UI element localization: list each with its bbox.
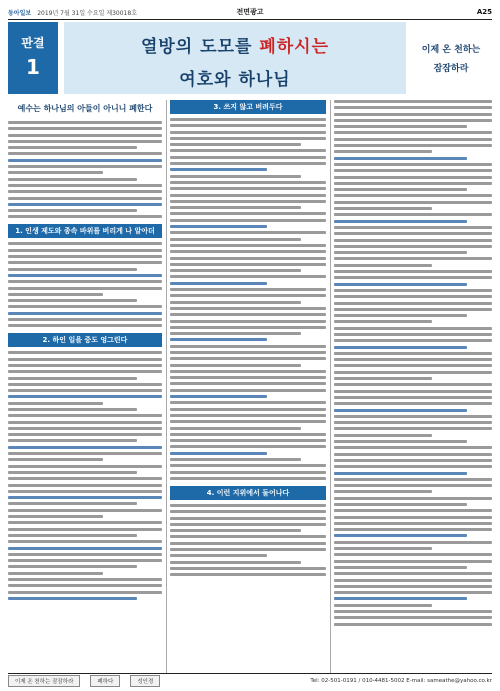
text-line	[334, 182, 492, 185]
column-divider	[166, 100, 167, 673]
text-line	[8, 509, 162, 512]
text-line	[334, 245, 492, 248]
section-label: 전면광고	[236, 8, 264, 16]
text-line	[334, 402, 492, 405]
text-line	[334, 333, 492, 336]
body-text	[334, 100, 492, 626]
text-line	[170, 395, 267, 398]
text-line	[170, 131, 326, 134]
text-line	[334, 585, 492, 588]
side-headline-line-2: 잠잠하라	[433, 64, 469, 74]
text-line	[8, 171, 103, 174]
text-line	[170, 212, 326, 215]
text-line	[334, 257, 492, 260]
text-line	[170, 561, 301, 564]
text-line	[334, 427, 492, 430]
text-line	[8, 490, 162, 493]
text-line	[170, 275, 326, 278]
text-line	[334, 339, 492, 342]
text-line	[334, 421, 492, 424]
body-text	[8, 121, 162, 218]
text-line	[8, 249, 162, 252]
text-line	[170, 433, 326, 436]
text-line	[8, 197, 162, 200]
text-line	[8, 502, 137, 505]
body-text	[170, 118, 326, 480]
text-line	[334, 176, 492, 179]
text-line	[334, 610, 492, 613]
text-line	[170, 143, 301, 146]
text-line	[170, 175, 301, 178]
text-line	[170, 168, 267, 171]
column-1	[8, 100, 162, 673]
text-line	[334, 396, 492, 399]
body-text	[8, 351, 162, 600]
text-line	[170, 567, 326, 570]
text-line	[334, 415, 492, 418]
text-line	[8, 305, 162, 308]
text-line	[170, 320, 326, 323]
text-line	[170, 504, 326, 507]
text-line	[8, 358, 162, 361]
headline-highlight: 폐하시는	[259, 37, 330, 57]
text-line	[334, 490, 432, 493]
text-line	[334, 553, 492, 556]
text-line	[170, 288, 326, 291]
text-line	[8, 293, 103, 296]
text-line	[334, 327, 492, 330]
text-line	[8, 261, 162, 264]
text-line	[334, 131, 492, 134]
page-number: A25	[476, 8, 492, 16]
text-line	[8, 203, 162, 206]
text-line	[8, 540, 162, 543]
text-line	[170, 370, 326, 373]
text-line	[170, 427, 301, 430]
text-line	[8, 178, 137, 181]
text-line	[334, 264, 432, 267]
text-line	[8, 389, 162, 392]
text-line	[170, 225, 267, 228]
text-line	[170, 238, 301, 241]
text-line	[170, 452, 267, 455]
text-line	[334, 119, 492, 122]
text-line	[8, 439, 137, 442]
text-line	[334, 440, 467, 443]
text-line	[170, 124, 326, 127]
text-line	[8, 383, 162, 386]
text-line	[334, 295, 492, 298]
text-line	[334, 289, 492, 292]
text-line	[8, 242, 162, 245]
text-line	[334, 358, 492, 361]
text-line	[8, 402, 103, 405]
issue-date: 2019년 7월 31일 수요일 제30018호	[37, 9, 137, 17]
text-line	[334, 591, 492, 594]
text-line	[334, 383, 492, 386]
masthead	[8, 6, 492, 18]
text-line	[170, 250, 326, 253]
section-heading-4: 4. 이런 지위에서 둘어나다	[170, 486, 326, 500]
text-line	[334, 541, 492, 544]
text-line	[334, 226, 492, 229]
text-line	[334, 572, 492, 575]
text-line	[334, 509, 492, 512]
text-line	[170, 338, 267, 341]
headline-line-2: 여호와 하나님	[179, 70, 291, 90]
text-line	[334, 346, 467, 349]
text-line	[334, 459, 492, 462]
text-line	[8, 534, 137, 537]
text-line	[170, 382, 326, 385]
bottom-rule	[8, 673, 492, 674]
text-line	[170, 439, 326, 442]
text-line	[334, 144, 492, 147]
text-line	[334, 560, 492, 563]
side-headline-line-1: 이제 온 천하는	[421, 45, 481, 55]
text-line	[334, 446, 492, 449]
text-line	[8, 351, 162, 354]
text-line	[8, 146, 137, 149]
text-line	[334, 201, 492, 204]
text-line	[170, 269, 301, 272]
text-line	[8, 578, 162, 581]
text-line	[334, 239, 492, 242]
text-line	[334, 472, 467, 475]
text-line	[8, 408, 137, 411]
body-text	[8, 242, 162, 327]
text-line	[334, 188, 467, 191]
text-line	[334, 377, 432, 380]
text-line	[170, 206, 301, 209]
text-line	[8, 477, 162, 480]
text-line	[334, 106, 492, 109]
text-line	[170, 326, 326, 329]
section-heading-3: 3. 쓰지 않고 버려두다	[170, 100, 326, 114]
text-line	[334, 364, 492, 367]
text-line	[334, 100, 492, 103]
text-line	[170, 414, 326, 417]
text-line	[170, 282, 267, 285]
text-line	[170, 464, 326, 467]
text-line	[334, 302, 492, 305]
text-line	[170, 510, 326, 513]
text-line	[8, 121, 162, 124]
text-line	[334, 138, 492, 141]
text-line	[334, 194, 492, 197]
text-line	[170, 573, 326, 576]
footer-link-2[interactable]: 폐하다	[90, 675, 120, 687]
text-line	[334, 163, 492, 166]
text-line	[8, 465, 162, 468]
text-line	[8, 565, 137, 568]
text-line	[8, 553, 162, 556]
text-line	[8, 255, 162, 258]
headline-line-1-pre: 열방의 도모를	[140, 37, 260, 57]
text-line	[334, 434, 432, 437]
text-line	[334, 308, 492, 311]
text-line	[334, 497, 492, 500]
text-line	[170, 231, 326, 234]
verdict-number: 1	[26, 55, 40, 79]
text-line	[170, 263, 326, 266]
text-line	[170, 420, 326, 423]
text-line	[8, 421, 162, 424]
text-line	[8, 190, 162, 193]
text-line	[8, 152, 162, 155]
text-line	[334, 113, 492, 116]
text-line	[170, 357, 326, 360]
text-line	[8, 377, 137, 380]
text-line	[8, 299, 137, 302]
text-line	[170, 376, 326, 379]
section-heading-2: 2. 하인 일을 중도 엉그린다	[8, 333, 162, 347]
text-line	[8, 127, 162, 130]
text-line	[8, 287, 162, 290]
text-line	[334, 320, 432, 323]
text-line	[170, 162, 326, 165]
text-line	[170, 137, 326, 140]
text-line	[8, 370, 162, 373]
text-line	[170, 301, 301, 304]
text-line	[8, 433, 162, 436]
text-line	[8, 209, 137, 212]
text-line	[8, 446, 162, 449]
text-line	[8, 547, 162, 550]
verdict-label: 판결	[21, 36, 45, 50]
text-line	[8, 496, 162, 499]
text-line	[8, 312, 162, 315]
text-line	[334, 157, 467, 160]
text-line	[8, 452, 162, 455]
text-line	[334, 547, 432, 550]
footer	[8, 675, 492, 687]
text-line	[334, 528, 492, 531]
text-line	[8, 274, 162, 277]
text-line	[334, 522, 492, 525]
text-line	[8, 165, 162, 168]
text-line	[170, 535, 326, 538]
text-line	[170, 345, 326, 348]
text-line	[8, 528, 162, 531]
text-line	[170, 332, 301, 335]
text-line	[170, 458, 301, 461]
text-line	[170, 401, 326, 404]
text-line	[8, 515, 103, 518]
text-line	[170, 554, 267, 557]
text-line	[334, 604, 432, 607]
text-line	[334, 352, 492, 355]
text-line	[170, 408, 326, 411]
text-line	[170, 389, 326, 392]
header-band	[8, 22, 492, 94]
column-1-lead: 예수는 하나님의 아들이 아니니 폐한다	[17, 104, 153, 113]
text-line	[170, 118, 326, 121]
text-line	[170, 307, 326, 310]
text-line	[170, 313, 326, 316]
text-line	[170, 471, 326, 474]
text-line	[334, 516, 492, 519]
text-line	[334, 270, 492, 273]
section-heading-1: 1. 인생 제도와 종속 바위를 버리게 나 알아더	[8, 224, 162, 238]
body-text	[170, 504, 326, 576]
text-line	[334, 390, 492, 393]
text-line	[8, 395, 162, 398]
text-line	[334, 232, 492, 235]
text-line	[334, 503, 467, 506]
paper-name: 동아일보	[8, 9, 32, 17]
text-line	[8, 471, 137, 474]
text-line	[8, 597, 137, 600]
text-line	[8, 159, 162, 162]
column-3	[334, 100, 492, 673]
text-line	[334, 220, 467, 223]
text-line	[334, 566, 467, 569]
text-line	[8, 521, 162, 524]
footer-link-1[interactable]: 이제 온 천하는 잠잠하라	[8, 675, 80, 687]
text-line	[170, 187, 326, 190]
text-line	[170, 542, 326, 545]
headline-line-1	[64, 32, 406, 57]
text-line	[8, 584, 162, 587]
text-line	[170, 156, 326, 159]
text-line	[8, 184, 162, 187]
text-line	[8, 427, 162, 430]
text-line	[334, 314, 467, 317]
text-line	[334, 465, 492, 468]
column-2	[170, 100, 326, 673]
text-line	[334, 150, 432, 153]
text-line	[8, 591, 162, 594]
text-line	[170, 529, 301, 532]
text-line	[334, 169, 492, 172]
text-line	[170, 181, 326, 184]
text-line	[334, 207, 432, 210]
text-line	[170, 517, 326, 520]
text-line	[334, 453, 492, 456]
text-line	[334, 409, 467, 412]
text-line	[170, 219, 326, 222]
text-line	[334, 484, 492, 487]
text-line	[334, 371, 492, 374]
text-line	[8, 364, 162, 367]
main-headline	[64, 22, 406, 94]
text-line	[334, 276, 492, 279]
text-line	[8, 134, 162, 137]
column-divider	[330, 100, 331, 673]
text-line	[170, 523, 326, 526]
text-line	[170, 445, 326, 448]
text-line	[8, 414, 162, 417]
text-line	[334, 579, 492, 582]
text-line	[334, 534, 467, 537]
text-line	[8, 318, 162, 321]
text-line	[8, 484, 162, 487]
footer-link-3[interactable]: 성인경	[130, 675, 160, 687]
text-line	[334, 478, 492, 481]
text-line	[170, 194, 326, 197]
text-line	[8, 559, 162, 562]
verdict-box	[8, 22, 58, 94]
side-headline	[410, 22, 492, 94]
text-line	[8, 572, 103, 575]
text-line	[8, 268, 137, 271]
text-line	[8, 140, 162, 143]
text-line	[8, 324, 162, 327]
text-line	[334, 125, 467, 128]
text-line	[170, 351, 326, 354]
text-line	[170, 149, 326, 152]
text-line	[170, 257, 326, 260]
text-line	[170, 477, 326, 480]
text-line	[170, 548, 326, 551]
text-line	[170, 294, 326, 297]
text-line	[334, 623, 492, 626]
text-line	[334, 283, 467, 286]
text-line	[334, 616, 492, 619]
text-line	[8, 280, 162, 283]
text-line	[170, 364, 301, 367]
text-line	[334, 213, 492, 216]
text-line	[170, 200, 326, 203]
text-line	[334, 597, 467, 600]
text-line	[334, 251, 467, 254]
text-line	[170, 244, 326, 247]
contact-info: Tel: 02-501-0191 / 010-4481-5002 E-mail: sameathe@yahoo.co.kr	[310, 678, 492, 684]
text-line	[8, 458, 103, 461]
top-rule	[8, 19, 492, 20]
text-line	[8, 215, 162, 218]
